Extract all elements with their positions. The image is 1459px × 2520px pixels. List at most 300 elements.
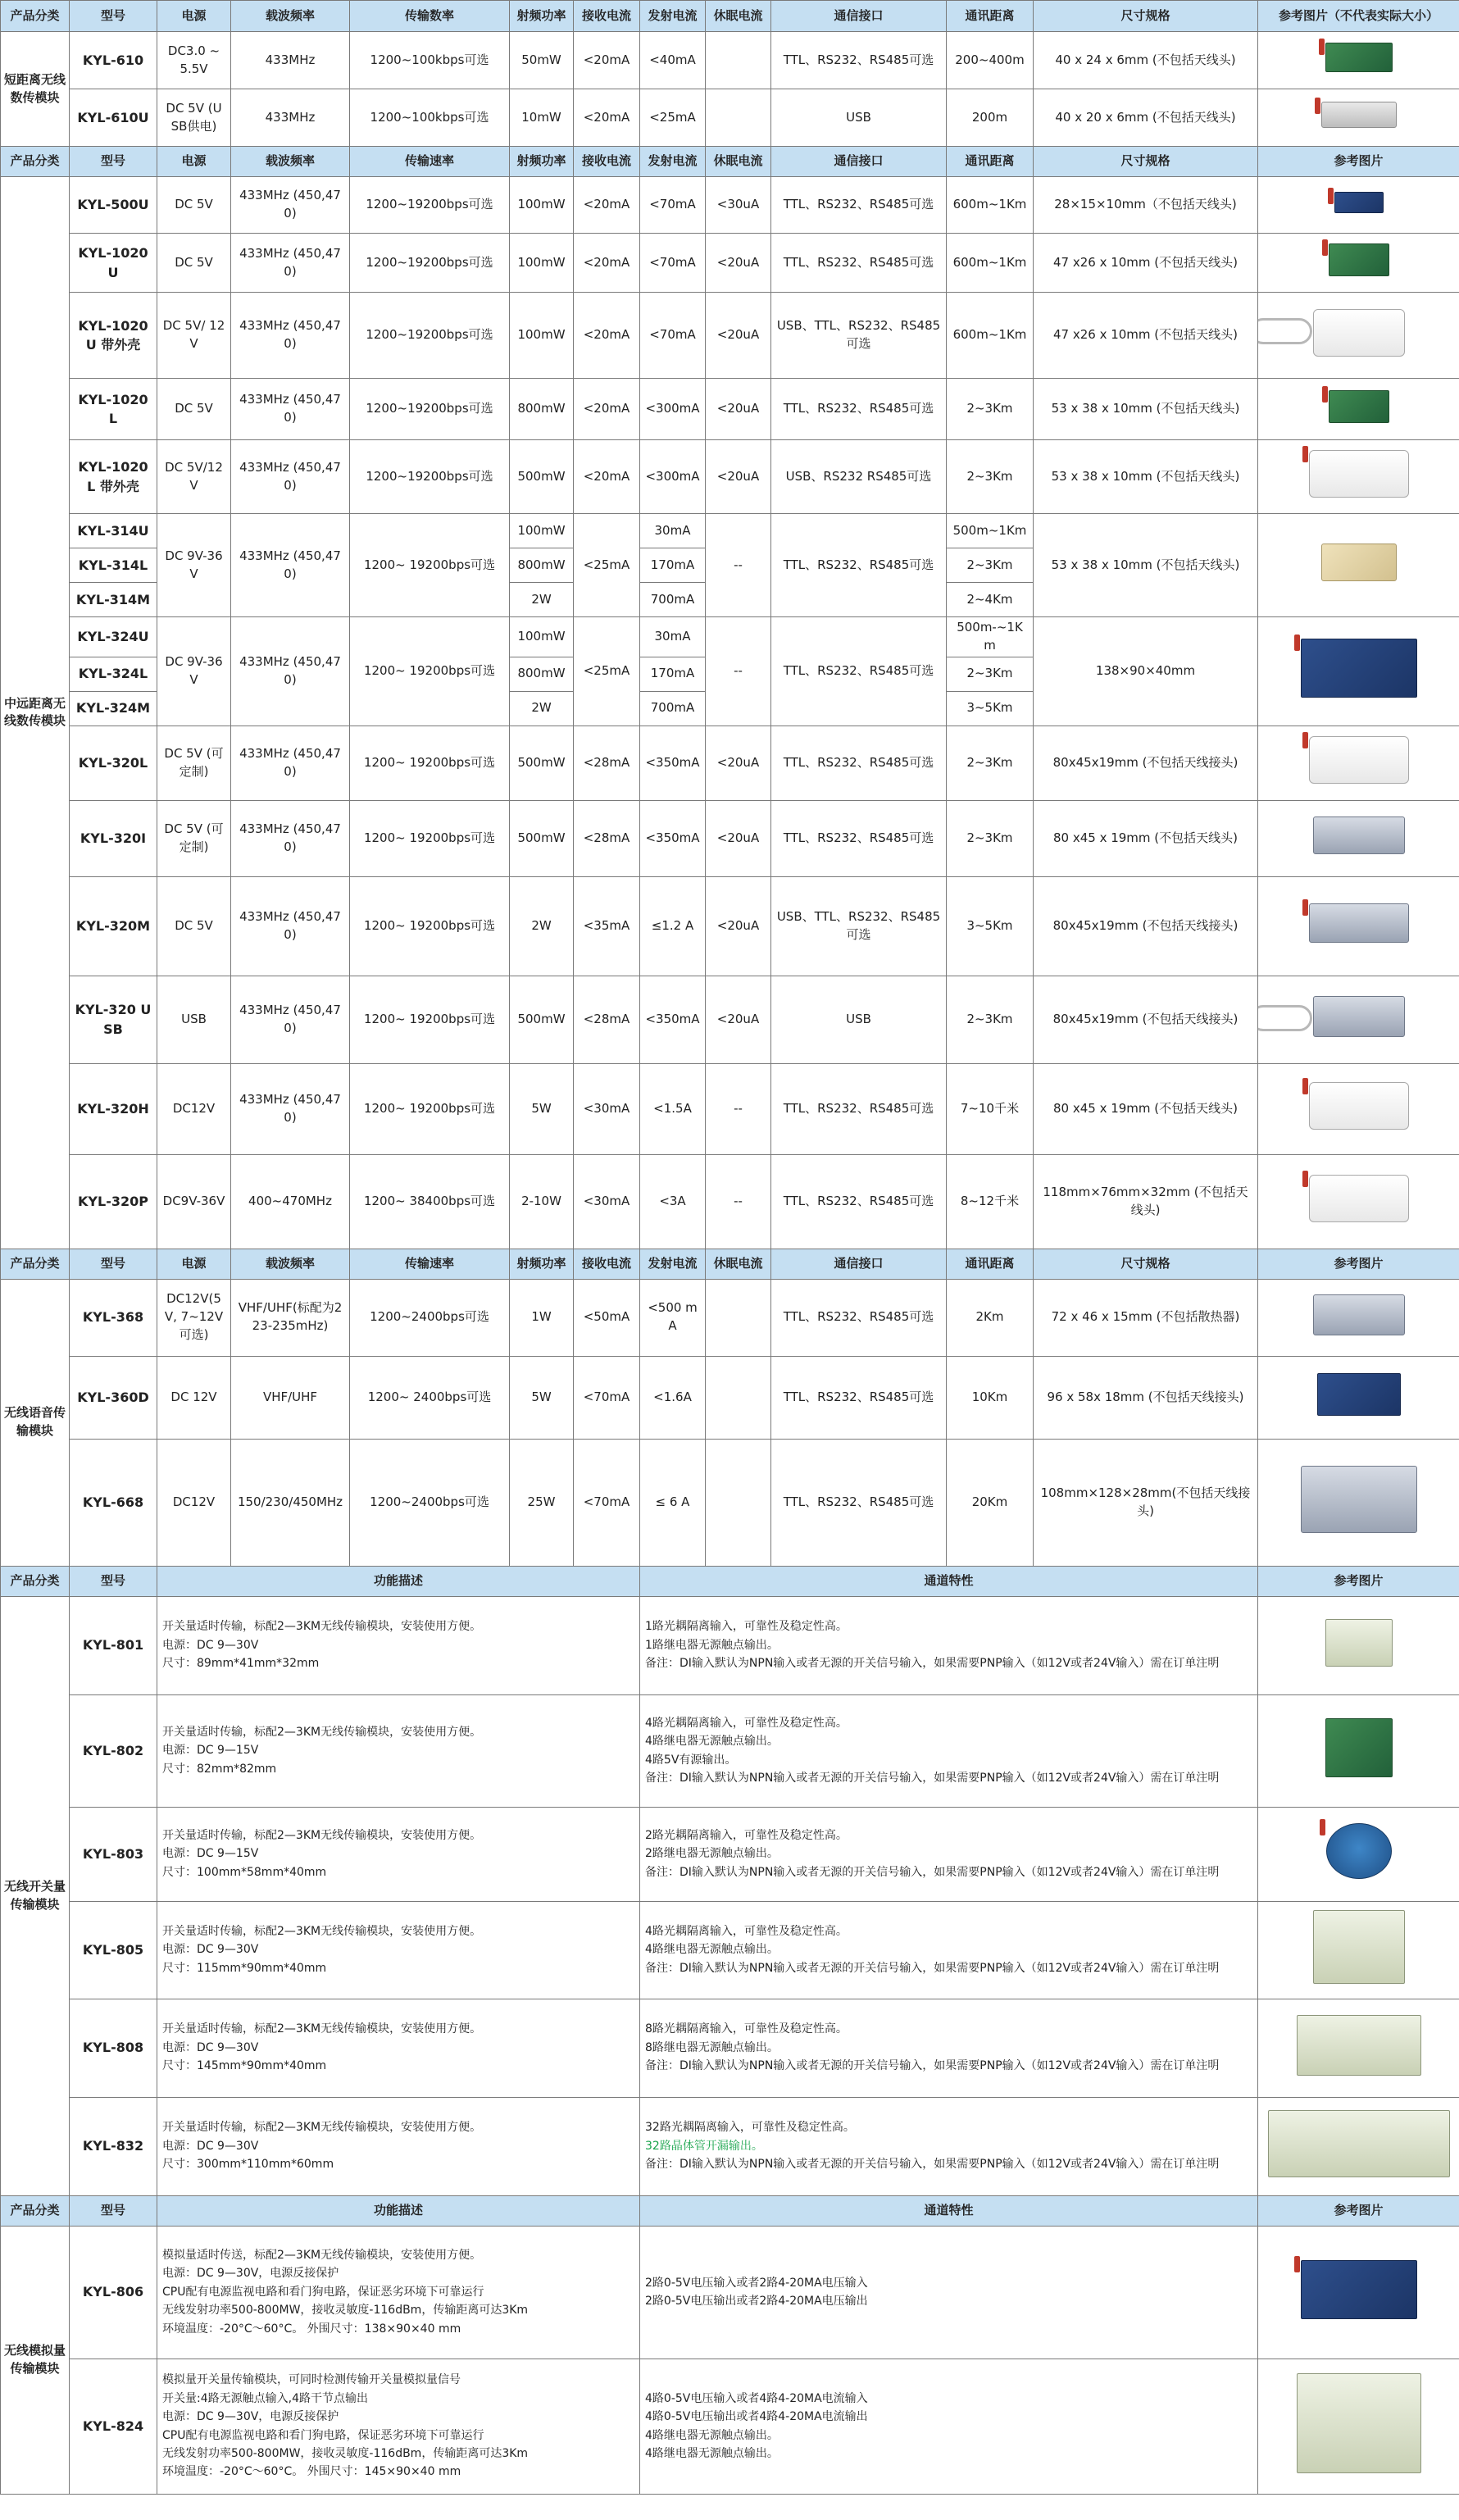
carrier-frequency: 433MHz (450,470) [231,177,350,234]
tx-current: <70mA [640,177,706,234]
column-header: 发射电流 [640,1249,706,1279]
text-line: 电源：DC 9—30V [162,2139,259,2153]
usb-cable-icon [1258,1005,1312,1031]
sleep-current: <30uA [706,177,771,234]
model-name: KYL-324U [70,617,157,657]
carrier-frequency: 433MHz (450,470) [231,800,350,876]
sleep-current [706,32,771,89]
column-header: 通信接口 [771,1249,947,1279]
size: 80 x45 x 19mm (不包括天线头) [1034,800,1258,876]
text-line: 2路继电器无源触点输出。 [645,1847,779,1861]
carrier-frequency: 433MHz (450,470) [231,976,350,1063]
carrier-frequency: 433MHz [231,89,350,147]
text-line: 无线发射功率500-800MW，接收灵敏度-116dBm，传输距离可达3Km [162,2446,529,2460]
tx-current: <350mA [640,976,706,1063]
model-name: KYL-314M [70,583,157,617]
column-header: 射频功率 [510,1249,574,1279]
category-label: 无线开关量传输模块 [1,1596,70,2195]
text-line: 尺寸：100mm*58mm*40mm [162,1865,327,1879]
interface: TTL、RS232、RS485可选 [771,177,947,234]
column-header: 型号 [70,2195,157,2226]
range: 2~4Km [947,583,1034,617]
model-name: KYL-806 [70,2226,157,2359]
rx-current: <20mA [574,32,640,89]
rf-power: 100mW [510,617,574,657]
text-line: 4路5V有源输出。 [645,1753,737,1767]
text-line: 环境温度：-20°C～60°C。 外围尺寸：145×90×40 mm [162,2465,461,2479]
model-name: KYL-1020L 带外壳 [70,440,157,514]
table-row [1,1279,1459,1356]
size: 53 x 38 x 10mm (不包括天线头) [1034,514,1258,617]
antenna-icon [1302,1171,1308,1187]
tx-current: <70mA [640,234,706,293]
antenna-icon [1294,2256,1300,2272]
power: DC 5V (可定制) [157,800,231,876]
category-label: 无线模拟量传输模块 [1,2226,70,2494]
product-photo-icon [1309,903,1409,943]
model-name: KYL-1020L [70,379,157,440]
text-line: 电源：DC 9—30V，电源反接保护 [162,2267,339,2281]
text-line: 备注：DI输入默认为NPN输入或者无源的开关信号输入，如果需要PNP输入（如12V或者24V输入）需在订单注明 [645,2059,1220,2073]
channel-features [640,2226,1258,2359]
antenna-icon [1302,446,1308,462]
product-photo-icon [1309,1082,1409,1130]
range: 2~3Km [947,800,1034,876]
model-name: KYL-500U [70,177,157,234]
text-line: 4路继电器无源触点输出。 [645,1735,779,1749]
size: 80x45x19mm (不包括天线接头) [1034,726,1258,800]
product-photo-icon [1297,2015,1421,2076]
antenna-icon [1328,188,1334,204]
power: DC3.0 ~ 5.5V [157,32,231,89]
function-description [157,1901,640,1999]
size: 138×90×40mm [1034,617,1258,726]
interface: TTL、RS232、RS485可选 [771,800,947,876]
range: 200m [947,89,1034,147]
product-photo-icon [1329,243,1389,276]
text-line: 开关量:4路无源触点输入,4路干节点输出 [162,2391,368,2405]
rf-power: 100mW [510,293,574,379]
function-description [157,2097,640,2195]
carrier-frequency: VHF/UHF(标配为223-235mHz) [231,1279,350,1356]
rf-power: 2W [510,583,574,617]
product-photo-cell [1258,1356,1459,1439]
text-line: 尺寸：82mm*82mm [162,1762,277,1776]
rf-power: 800mW [510,657,574,691]
antenna-icon [1319,39,1325,55]
range: 2~3Km [947,440,1034,514]
model-name: KYL-368 [70,1279,157,1356]
product-photo-cell [1258,379,1459,440]
tx-current: ≤ 6 A [640,1439,706,1566]
column-header: 产品分类 [1,1,70,32]
text-line: 备注：DI输入默认为NPN输入或者无源的开关信号输入，如果需要PNP输入（如12V或者24V输入）需在订单注明 [645,1961,1220,1975]
column-header: 电源 [157,1,231,32]
product-photo-icon [1297,2373,1421,2473]
antenna-icon [1320,1819,1325,1835]
table-row [1,876,1459,976]
model-name: KYL-320L [70,726,157,800]
power: DC 5V [157,234,231,293]
model-name: KYL-808 [70,1999,157,2097]
product-photo-cell [1258,1694,1459,1807]
product-photo-icon [1321,544,1397,581]
interface: TTL、RS232、RS485可选 [771,1439,947,1566]
table-row [1,1807,1459,1901]
range: 7~10千米 [947,1063,1034,1154]
column-header: 载波频率 [231,1249,350,1279]
text-line: 开关量适时传输，标配2—3KM无线传输模块，安装使用方便。 [162,2022,482,2036]
model-name: KYL-324L [70,657,157,691]
table-row [1,1154,1459,1249]
model-name: KYL-314L [70,548,157,583]
column-header: 通讯距离 [947,1,1034,32]
power: DC 9V-36V [157,617,231,726]
power: DC 5V [157,177,231,234]
text-line: 开关量适时传输，标配2—3KM无线传输模块，安装使用方便。 [162,1620,482,1634]
rf-power: 2W [510,691,574,726]
column-header: 型号 [70,1566,157,1596]
data-rate: 1200~ 19200bps可选 [350,726,510,800]
product-photo-icon [1313,1294,1405,1335]
column-header: 尺寸规格 [1034,1,1258,32]
function-description [157,2226,640,2359]
power: DC 12V [157,1356,231,1439]
model-name: KYL-824 [70,2359,157,2494]
text-line: 备注：DI输入默认为NPN输入或者无源的开关信号输入，如果需要PNP输入（如12V或者24V输入）需在订单注明 [645,1657,1220,1671]
carrier-frequency: 433MHz [231,32,350,89]
model-name: KYL-320I [70,800,157,876]
column-header: 型号 [70,1249,157,1279]
rf-power: 500mW [510,976,574,1063]
column-header: 参考图片 [1258,1566,1459,1596]
rx-current: <28mA [574,726,640,800]
data-rate: 1200~ 19200bps可选 [350,800,510,876]
column-header: 通道特性 [640,1566,1258,1596]
rf-power: 5W [510,1063,574,1154]
data-rate: 1200~19200bps可选 [350,234,510,293]
data-rate: 1200~19200bps可选 [350,293,510,379]
model-name: KYL-314U [70,514,157,548]
data-rate: 1200~ 19200bps可选 [350,876,510,976]
range: 2~3Km [947,548,1034,583]
product-photo-cell [1258,514,1459,617]
range: 500m-~1Km [947,617,1034,657]
size: 53 x 38 x 10mm (不包括天线头) [1034,379,1258,440]
data-rate: 1200~100kbps可选 [350,32,510,89]
function-description [157,1999,640,2097]
text-line: 1路光耦隔离输入，可靠性及稳定性高。 [645,1620,848,1634]
data-rate: 1200~ 19200bps可选 [350,514,510,617]
data-rate: 1200~ 19200bps可选 [350,1063,510,1154]
rf-power: 500mW [510,440,574,514]
text-line: 无线发射功率500-800MW，接收灵敏度-116dBm，传输距离可达3Km [162,2304,529,2318]
product-photo-cell [1258,617,1459,726]
range: 2~3Km [947,726,1034,800]
tx-current: ≤1.2 A [640,876,706,976]
text-line: 尺寸：145mm*90mm*40mm [162,2059,327,2073]
tx-current: <40mA [640,32,706,89]
product-photo-icon [1313,996,1405,1037]
table-row [1,726,1459,800]
column-header: 传输速率 [350,147,510,177]
product-photo-cell [1258,1279,1459,1356]
power: DC9V-36V [157,1154,231,1249]
product-photo-cell [1258,800,1459,876]
rx-current: <30mA [574,1063,640,1154]
column-header: 休眠电流 [706,147,771,177]
rf-power: 100mW [510,234,574,293]
power: DC 9V-36V [157,514,231,617]
size: 80x45x19mm (不包括天线接头) [1034,976,1258,1063]
rx-current: <70mA [574,1439,640,1566]
interface: TTL、RS232、RS485可选 [771,1279,947,1356]
column-header: 射频功率 [510,147,574,177]
sleep-current: <20uA [706,293,771,379]
category-label: 中远距离无线数传模块 [1,177,70,1249]
text-line: 2路0-5V电压输出或者2路4-20MA电压输出 [645,2295,868,2308]
text-line: 32路晶体管开漏输出。 [645,2139,763,2153]
sleep-current [706,1439,771,1566]
rx-current: <25mA [574,617,640,726]
channel-features [640,2097,1258,2195]
sleep-current: -- [706,617,771,726]
range: 2~3Km [947,657,1034,691]
sleep-current: <20uA [706,800,771,876]
sleep-current: <20uA [706,379,771,440]
column-header: 接收电流 [574,147,640,177]
column-header: 通讯距离 [947,147,1034,177]
model-name: KYL-320H [70,1063,157,1154]
column-header: 尺寸规格 [1034,1249,1258,1279]
column-header: 型号 [70,147,157,177]
tx-current: <300mA [640,379,706,440]
rf-power: 25W [510,1439,574,1566]
product-photo-icon [1326,1823,1392,1879]
channel-features [640,1901,1258,1999]
column-header: 参考图片 [1258,2195,1459,2226]
size: 53 x 38 x 10mm (不包括天线头) [1034,440,1258,514]
carrier-frequency: 433MHz (450,470) [231,1063,350,1154]
table-row [1,1694,1459,1807]
column-header: 产品分类 [1,147,70,177]
product-photo-cell [1258,876,1459,976]
column-header: 发射电流 [640,147,706,177]
text-line: 4路0-5V电压输入或者4路4-20MA电流输入 [645,2391,868,2405]
model-name: KYL-802 [70,1694,157,1807]
product-photo-cell [1258,1063,1459,1154]
sleep-current [706,1279,771,1356]
table-row [1,800,1459,876]
text-line: 电源：DC 9—30V，电源反接保护 [162,2410,339,2424]
product-photo-icon [1301,1466,1417,1533]
text-line: 8路继电器无源触点输出。 [645,2040,779,2054]
function-description [157,1694,640,1807]
antenna-icon [1322,239,1328,256]
interface: TTL、RS232、RS485可选 [771,379,947,440]
product-photo-cell [1258,1901,1459,1999]
table-row [1,89,1459,147]
table-row [1,1439,1459,1566]
table-row [1,32,1459,89]
table-row [1,514,1459,548]
size: 47 x26 x 10mm (不包括天线头) [1034,293,1258,379]
function-description [157,1807,640,1901]
product-photo-cell [1258,89,1459,147]
size: 72 x 46 x 15mm (不包括散热器) [1034,1279,1258,1356]
column-header: 载波频率 [231,147,350,177]
range: 10Km [947,1356,1034,1439]
rx-current: <20mA [574,89,640,147]
column-header: 型号 [70,1,157,32]
product-photo-cell [1258,1807,1459,1901]
column-header: 射频功率 [510,1,574,32]
data-rate: 1200~19200bps可选 [350,177,510,234]
data-rate: 1200~2400bps可选 [350,1279,510,1356]
product-photo-cell [1258,2097,1459,2195]
interface: USB [771,89,947,147]
carrier-frequency: 400~470MHz [231,1154,350,1249]
interface: USB、TTL、RS232、RS485可选 [771,876,947,976]
text-line: 开关量适时传输，标配2—3KM无线传输模块，安装使用方便。 [162,1828,482,1842]
antenna-icon [1302,899,1308,916]
rx-current: <28mA [574,976,640,1063]
column-header: 休眠电流 [706,1249,771,1279]
power: DC12V [157,1439,231,1566]
model-name: KYL-832 [70,2097,157,2195]
tx-current: 170mA [640,548,706,583]
product-photo-cell [1258,2226,1459,2359]
model-name: KYL-668 [70,1439,157,1566]
interface: USB、TTL、RS232、RS485可选 [771,293,947,379]
carrier-frequency: 433MHz (450,470) [231,234,350,293]
model-name: KYL-610U [70,89,157,147]
tx-current: 700mA [640,583,706,617]
size: 80 x45 x 19mm (不包括天线头) [1034,1063,1258,1154]
range: 3~5Km [947,876,1034,976]
column-header: 功能描述 [157,2195,640,2226]
text-line: 4路继电器无源触点输出。 [645,2428,779,2442]
column-header: 功能描述 [157,1566,640,1596]
data-rate: 1200~ 19200bps可选 [350,976,510,1063]
column-header: 传输速率 [350,1249,510,1279]
category-label: 无线语音传输模块 [1,1279,70,1566]
column-header: 接收电流 [574,1,640,32]
size: 47 x26 x 10mm (不包括天线头) [1034,234,1258,293]
tx-current: <500 mA [640,1279,706,1356]
channel-features [640,2359,1258,2494]
product-photo-icon [1317,1373,1401,1416]
range: 3~5Km [947,691,1034,726]
rf-power: 100mW [510,177,574,234]
tx-current: <350mA [640,726,706,800]
category-label: 短距离无线数传模块 [1,32,70,147]
interface: TTL、RS232、RS485可选 [771,1356,947,1439]
interface: TTL、RS232、RS485可选 [771,1154,947,1249]
table-row [1,1999,1459,2097]
model-name: KYL-1020U [70,234,157,293]
text-line: 4路光耦隔离输入，可靠性及稳定性高。 [645,1716,848,1730]
sleep-current: <20uA [706,440,771,514]
range: 2~3Km [947,379,1034,440]
text-line: 尺寸：115mm*90mm*40mm [162,1961,327,1975]
text-line: 尺寸：300mm*110mm*60mm [162,2158,334,2172]
channel-features [640,1999,1258,2097]
rf-power: 500mW [510,800,574,876]
rx-current: <20mA [574,379,640,440]
product-photo-icon [1325,1718,1393,1777]
product-photo-cell [1258,32,1459,89]
tx-current: 170mA [640,657,706,691]
column-header: 产品分类 [1,2195,70,2226]
rf-power: 1W [510,1279,574,1356]
rf-power: 2-10W [510,1154,574,1249]
model-name: KYL-320M [70,876,157,976]
text-line: 4路继电器无源触点输出。 [645,2446,779,2460]
product-photo-icon [1313,309,1405,357]
text-line: 备注：DI输入默认为NPN输入或者无源的开关信号输入，如果需要PNP输入（如12V或者24V输入）需在订单注明 [645,1865,1220,1879]
text-line: 4路0-5V电压输出或者4路4-20MA电流输出 [645,2410,868,2424]
range: 500m~1Km [947,514,1034,548]
table-row [1,379,1459,440]
table-row [1,2097,1459,2195]
rx-current: <70mA [574,1356,640,1439]
column-header: 尺寸规格 [1034,147,1258,177]
tx-current: <25mA [640,89,706,147]
sleep-current: -- [706,514,771,617]
rf-power: 2W [510,876,574,976]
sleep-current: <20uA [706,876,771,976]
column-header: 发射电流 [640,1,706,32]
tx-current: <3A [640,1154,706,1249]
size: 80x45x19mm (不包括天线接头) [1034,876,1258,976]
column-header: 参考图片（不代表实际大小） [1258,1,1459,32]
column-header: 通信接口 [771,1,947,32]
table-row [1,1901,1459,1999]
column-header: 产品分类 [1,1249,70,1279]
size: 118mm×76mm×32mm (不包括天线头) [1034,1154,1258,1249]
text-line: 4路光耦隔离输入，可靠性及稳定性高。 [645,1924,848,1938]
product-photo-icon [1329,390,1389,423]
rf-power: 100mW [510,514,574,548]
product-photo-cell [1258,1439,1459,1566]
rf-power: 500mW [510,726,574,800]
antenna-icon [1315,98,1320,114]
product-photo-cell [1258,726,1459,800]
interface: TTL、RS232、RS485可选 [771,234,947,293]
product-photo-cell [1258,2359,1459,2494]
product-photo-icon [1309,450,1409,498]
antenna-icon [1302,732,1308,748]
carrier-frequency: VHF/UHF [231,1356,350,1439]
rf-power: 10mW [510,89,574,147]
header-row [1,1566,1459,1596]
interface: TTL、RS232、RS485可选 [771,514,947,617]
usb-cable-icon [1258,318,1312,344]
product-photo-cell [1258,976,1459,1063]
table-row [1,234,1459,293]
range: 2Km [947,1279,1034,1356]
text-line: CPU配有电源监视电路和看门狗电路，保证恶劣环境下可靠运行 [162,2285,484,2299]
tx-current: 30mA [640,514,706,548]
power: USB [157,976,231,1063]
data-rate: 1200~ 2400bps可选 [350,1356,510,1439]
model-name: KYL-320P [70,1154,157,1249]
data-rate: 1200~ 38400bps可选 [350,1154,510,1249]
tx-current: <1.6A [640,1356,706,1439]
product-photo-cell [1258,1596,1459,1694]
product-photo-icon [1313,816,1405,854]
